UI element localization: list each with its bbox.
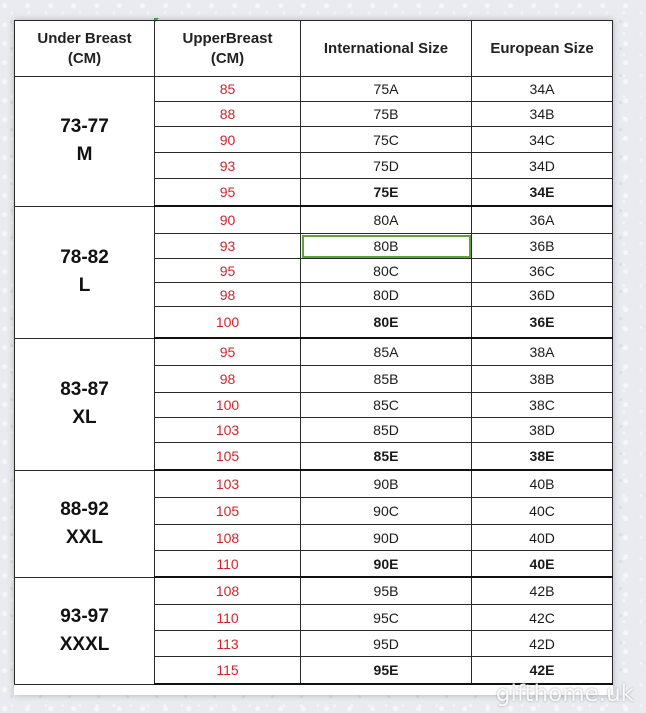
european-size-cell[interactable]: 38C [472, 393, 613, 418]
upper-breast-cell[interactable]: 103 [155, 470, 301, 498]
upper-breast-cell[interactable]: 108 [155, 577, 301, 605]
table-row [15, 577, 613, 605]
upper-breast-cell[interactable]: 105 [155, 443, 301, 471]
european-size-cell[interactable]: 42E [472, 657, 613, 685]
upper-breast-cell[interactable]: 95 [155, 179, 301, 207]
european-size-cell[interactable]: 36E [472, 307, 613, 339]
upper-breast-cell[interactable]: 98 [155, 366, 301, 393]
international-size-cell[interactable]: 90E [301, 551, 472, 578]
header-european-size: European Size [472, 21, 613, 77]
international-size-cell[interactable]: 90B [301, 470, 472, 498]
european-size-cell[interactable]: 36C [472, 259, 613, 283]
size-chart-sheet [14, 20, 613, 695]
european-size-cell[interactable]: 40B [472, 470, 613, 498]
upper-breast-cell[interactable]: 93 [155, 234, 301, 259]
upper-breast-cell[interactable]: 100 [155, 393, 301, 418]
header-international-size: International Size [301, 21, 472, 77]
european-size-cell[interactable]: 42B [472, 577, 613, 605]
under-breast-size-cell[interactable]: 83-87 XL [15, 338, 155, 470]
international-size-cell[interactable]: 95D [301, 631, 472, 657]
international-size-cell[interactable]: 85B [301, 366, 472, 393]
european-size-cell[interactable]: 34E [472, 179, 613, 207]
under-breast-size-cell[interactable]: 78-82 L [15, 206, 155, 338]
size-chart-body [15, 77, 613, 685]
under-breast-size-cell[interactable]: 93-97 XXXL [15, 577, 155, 684]
upper-breast-cell[interactable]: 103 [155, 418, 301, 443]
upper-breast-cell[interactable]: 95 [155, 259, 301, 283]
european-size-cell[interactable]: 38B [472, 366, 613, 393]
european-size-cell[interactable]: 42D [472, 631, 613, 657]
table-row [15, 470, 613, 498]
international-size-cell[interactable]: 75B [301, 102, 472, 127]
international-size-cell[interactable]: 85A [301, 338, 472, 366]
table-row [15, 77, 613, 102]
header-upper-breast: UpperBreast (CM) [155, 21, 301, 77]
european-size-cell[interactable]: 40E [472, 551, 613, 578]
upper-breast-cell[interactable]: 100 [155, 307, 301, 339]
header-row [15, 21, 613, 77]
european-size-cell[interactable]: 36D [472, 283, 613, 307]
european-size-cell[interactable]: 38E [472, 443, 613, 471]
international-size-cell[interactable]: 85C [301, 393, 472, 418]
upper-breast-cell[interactable]: 110 [155, 551, 301, 578]
under-breast-size-cell[interactable]: 73-77 M [15, 77, 155, 207]
international-size-cell[interactable]: 75E [301, 179, 472, 207]
european-size-cell[interactable]: 38A [472, 338, 613, 366]
international-size-cell[interactable]: 75D [301, 153, 472, 179]
upper-breast-cell[interactable]: 85 [155, 77, 301, 102]
upper-breast-cell[interactable]: 110 [155, 605, 301, 631]
european-size-cell[interactable]: 38D [472, 418, 613, 443]
international-size-cell[interactable]: 90D [301, 525, 472, 551]
international-size-cell[interactable]: 95E [301, 657, 472, 685]
upper-breast-cell[interactable]: 113 [155, 631, 301, 657]
international-size-cell[interactable]: 85E [301, 443, 472, 471]
international-size-cell[interactable]: 75C [301, 127, 472, 153]
european-size-cell[interactable]: 34A [472, 77, 613, 102]
upper-breast-cell[interactable]: 93 [155, 153, 301, 179]
table-row [15, 206, 613, 234]
international-size-cell[interactable]: 95B [301, 577, 472, 605]
european-size-cell[interactable]: 40C [472, 498, 613, 525]
upper-breast-cell[interactable]: 105 [155, 498, 301, 525]
european-size-cell[interactable]: 40D [472, 525, 613, 551]
international-size-cell[interactable]: 80B [301, 234, 472, 259]
upper-breast-cell[interactable]: 95 [155, 338, 301, 366]
upper-breast-cell[interactable]: 108 [155, 525, 301, 551]
upper-breast-cell[interactable]: 115 [155, 657, 301, 685]
international-size-cell[interactable]: 80C [301, 259, 472, 283]
international-size-cell[interactable]: 80A [301, 206, 472, 234]
international-size-cell[interactable]: 75A [301, 77, 472, 102]
under-breast-size-cell[interactable]: 88-92 XXL [15, 470, 155, 577]
international-size-cell[interactable]: 95C [301, 605, 472, 631]
international-size-cell[interactable]: 90C [301, 498, 472, 525]
watermark: gifthome.uk [495, 681, 634, 707]
size-chart-table [14, 20, 613, 685]
upper-breast-cell[interactable]: 90 [155, 127, 301, 153]
upper-breast-cell[interactable]: 88 [155, 102, 301, 127]
international-size-cell[interactable]: 80E [301, 307, 472, 339]
european-size-cell[interactable]: 36B [472, 234, 613, 259]
european-size-cell[interactable]: 34D [472, 153, 613, 179]
international-size-cell[interactable]: 80D [301, 283, 472, 307]
european-size-cell[interactable]: 34C [472, 127, 613, 153]
upper-breast-cell[interactable]: 90 [155, 206, 301, 234]
header-under-breast: Under Breast (CM) [15, 21, 155, 77]
european-size-cell[interactable]: 42C [472, 605, 613, 631]
european-size-cell[interactable]: 34B [472, 102, 613, 127]
european-size-cell[interactable]: 36A [472, 206, 613, 234]
international-size-cell[interactable]: 85D [301, 418, 472, 443]
upper-breast-cell[interactable]: 98 [155, 283, 301, 307]
table-row [15, 338, 613, 366]
